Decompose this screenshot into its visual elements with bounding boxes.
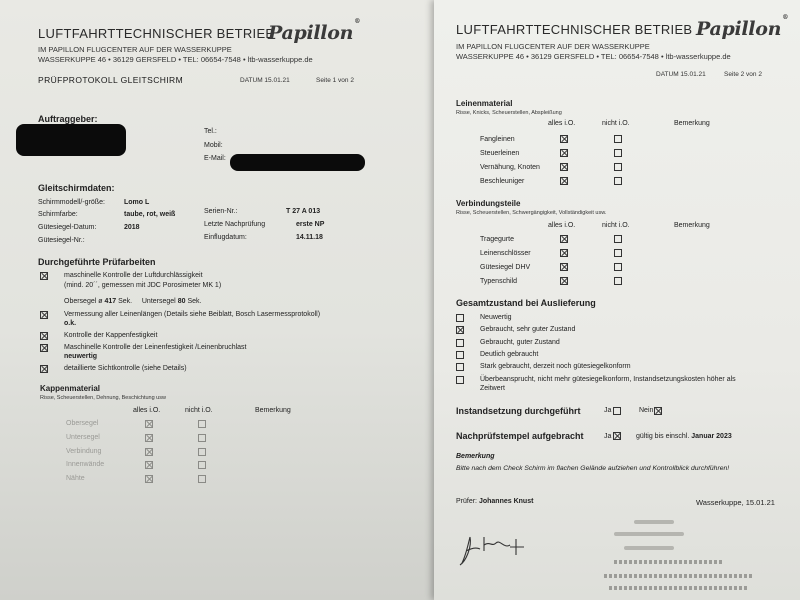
company-stamp xyxy=(604,574,754,578)
document-date: DATUM 15.01.21 xyxy=(656,71,706,78)
lines-item: Fangleinen xyxy=(480,136,515,143)
canopy-item: Nähte xyxy=(66,475,85,482)
address-line-1: IM PAPILLON FLUGCENTER AUF DER WASSERKUPPE xyxy=(456,42,650,51)
canopy-subheading: Risse, Scheuerstellen, Dehnung, Beschichtung usw xyxy=(40,395,166,401)
connectors-nok-checkbox[interactable] xyxy=(614,235,622,243)
connectors-nok-checkbox[interactable] xyxy=(614,277,622,285)
condition-checkbox[interactable] xyxy=(456,314,464,322)
color-value: taube, rot, weiß xyxy=(124,211,176,218)
first-flight-value: 14.11.18 xyxy=(296,234,323,241)
document-date: DATUM 15.01.21 xyxy=(240,77,290,84)
lines-col-ok: alles i.O. xyxy=(548,120,576,127)
work-2-checkbox[interactable] xyxy=(40,311,48,319)
condition-option: Stark gebraucht, derzeit noch gütesiegelkonform xyxy=(480,363,631,370)
seal-date-value: 2018 xyxy=(124,224,140,231)
condition-option-cont: Zeitwert xyxy=(480,385,505,392)
company-stamp xyxy=(614,532,684,536)
lines-subheading: Risse, Knicks, Scheuerstellen, Abspleißung xyxy=(456,110,562,116)
canopy-nok-checkbox[interactable] xyxy=(198,434,206,442)
lines-nok-checkbox[interactable] xyxy=(614,135,622,143)
canopy-col-nok: nicht i.O. xyxy=(185,407,213,414)
lines-item: Vernähung, Knoten xyxy=(480,164,540,171)
work-2-value: o.k. xyxy=(64,320,77,327)
condition-option: Überbeansprucht, nicht mehr gütesiegelkonform, Instandsetzungskosten höher als xyxy=(480,376,736,383)
document-title: PRÜFPROTOKOLL GLEITSCHIRM xyxy=(38,75,184,85)
company-stamp xyxy=(609,586,749,590)
canopy-ok-checkbox[interactable] xyxy=(145,461,153,469)
client-heading: Auftraggeber: xyxy=(38,114,98,124)
connectors-ok-checkbox[interactable] xyxy=(560,249,568,257)
connectors-item: Typenschild xyxy=(480,278,517,285)
connectors-col-nok: nicht i.O. xyxy=(602,222,630,229)
lines-ok-checkbox[interactable] xyxy=(560,177,568,185)
repair-yes-checkbox[interactable] xyxy=(613,407,621,415)
repair-label: Instandsetzung durchgeführt xyxy=(456,406,581,416)
serial-label: Serien-Nr.: xyxy=(204,208,238,215)
stamp-label: Nachprüfstempel aufgebracht xyxy=(456,431,584,441)
work-3-text: Kontrolle der Kappenfestigkeit xyxy=(64,332,158,339)
work-1-checkbox[interactable] xyxy=(40,272,48,280)
work-1-text: maschinelle Kontrolle der Luftdurchlässigkeit xyxy=(64,272,203,279)
connectors-subheading: Risse, Scheuerstellen, Schwergängigkeit, Vollständigkeit usw. xyxy=(456,210,607,216)
work-4-checkbox[interactable] xyxy=(40,344,48,352)
company-name: LUFTFAHRTTECHNISCHER BETRIEB xyxy=(38,26,275,41)
work-2-text: Vermessung aller Leinenlängen (Details siehe Beiblatt, Bosch Lasermessprotokoll) xyxy=(64,311,321,318)
company-stamp xyxy=(614,560,724,564)
condition-heading: Gesamtzustand bei Auslieferung xyxy=(456,298,596,308)
stamp-yes-checkbox[interactable] xyxy=(613,432,621,440)
lines-nok-checkbox[interactable] xyxy=(614,163,622,171)
condition-option: Gebraucht, guter Zustand xyxy=(480,339,560,346)
connectors-nok-checkbox[interactable] xyxy=(614,249,622,257)
address-line-2: WASSERKUPPE 46 • 36129 GERSFELD • TEL: 06654-7548 • ltb-wasserkuppe.de xyxy=(38,55,313,64)
condition-option: Gebraucht, sehr guter Zustand xyxy=(480,326,576,333)
work-5-text: detaillierte Sichtkontrolle (siehe Details) xyxy=(64,365,187,372)
condition-checkbox[interactable] xyxy=(456,351,464,359)
connectors-ok-checkbox[interactable] xyxy=(560,235,568,243)
last-check-value: erste NP xyxy=(296,221,325,228)
condition-checkbox[interactable] xyxy=(456,363,464,371)
lines-item: Steuerleinen xyxy=(480,150,520,157)
condition-option: Deutlich gebraucht xyxy=(480,351,539,358)
address-line-1: IM PAPILLON FLUGCENTER AUF DER WASSERKUPPE xyxy=(38,45,232,54)
work-5-checkbox[interactable] xyxy=(40,365,48,373)
connectors-col-remark: Bemerkung xyxy=(674,222,710,229)
protocol-page-2 xyxy=(434,0,800,600)
lines-item: Beschleuniger xyxy=(480,178,525,185)
canopy-ok-checkbox[interactable] xyxy=(145,448,153,456)
connectors-item: Tragegurte xyxy=(480,236,514,243)
work-heading: Durchgeführte Prüfarbeiten xyxy=(38,257,156,267)
tel-label: Tel.: xyxy=(204,128,217,135)
canopy-ok-checkbox[interactable] xyxy=(145,475,153,483)
seal-date-label: Gütesiegel-Datum: xyxy=(38,224,97,231)
page-number: Seite 1 von 2 xyxy=(316,77,354,84)
redacted-client-name xyxy=(16,124,126,156)
connectors-item: Gütesiegel DHV xyxy=(480,264,531,271)
porosity-values: Obersegel ø 417 Sek. Untersegel 80 Sek. xyxy=(64,298,202,305)
valid-until: gültig bis einschl. Januar 2023 xyxy=(636,433,732,440)
redacted-email xyxy=(230,154,365,171)
canopy-nok-checkbox[interactable] xyxy=(198,420,206,428)
canopy-ok-checkbox[interactable] xyxy=(145,434,153,442)
connectors-ok-checkbox[interactable] xyxy=(560,263,568,271)
canopy-col-remark: Bemerkung xyxy=(255,407,291,414)
glider-data-heading: Gleitschirmdaten: xyxy=(38,183,115,193)
connectors-ok-checkbox[interactable] xyxy=(560,277,568,285)
canopy-nok-checkbox[interactable] xyxy=(198,461,206,469)
connectors-col-ok: alles i.O. xyxy=(548,222,576,229)
model-label: Schirmmodell/-größe: xyxy=(38,199,105,206)
work-3-checkbox[interactable] xyxy=(40,332,48,340)
canopy-ok-checkbox[interactable] xyxy=(145,420,153,428)
canopy-col-ok: alles i.O. xyxy=(133,407,161,414)
mobil-label: Mobil: xyxy=(204,142,223,149)
inspector: Prüfer: Johannes Knust xyxy=(456,498,534,505)
condition-checkbox[interactable] xyxy=(456,326,464,334)
canopy-heading: Kappenmaterial xyxy=(40,384,101,393)
first-flight-label: Einflugdatum: xyxy=(204,234,247,241)
lines-heading: Leinenmaterial xyxy=(456,99,513,108)
lines-ok-checkbox[interactable] xyxy=(560,163,568,171)
condition-checkbox[interactable] xyxy=(456,339,464,347)
company-name: LUFTFAHRTTECHNISCHER BETRIEB xyxy=(456,22,693,37)
canopy-item: Obersegel xyxy=(66,420,99,427)
connectors-nok-checkbox[interactable] xyxy=(614,263,622,271)
work-4-text: Maschinelle Kontrolle der Leinenfestigkeit /Leinenbruchlast xyxy=(64,344,247,351)
inspector-signature xyxy=(454,525,564,570)
lines-nok-checkbox[interactable] xyxy=(614,149,622,157)
color-label: Schirmfarbe: xyxy=(38,211,78,218)
work-1-detail: (mind. 20´´, gemessen mit JDC Porosimeter MK 1) xyxy=(64,282,222,289)
repair-no-label: Nein xyxy=(639,407,654,414)
last-check-label: Letzte Nachprüfung xyxy=(204,221,266,228)
serial-value: T 27 A 013 xyxy=(286,208,321,215)
connectors-heading: Verbindungsteile xyxy=(456,199,521,208)
model-value: Lomo L xyxy=(124,199,150,206)
company-stamp xyxy=(634,520,674,524)
repair-yes-label: Ja xyxy=(604,407,612,414)
papillon-logo: Papillon ® xyxy=(696,14,789,40)
stamp-yes-label: Ja xyxy=(604,433,612,440)
condition-checkbox[interactable] xyxy=(456,376,464,384)
address-line-2: WASSERKUPPE 46 • 36129 GERSFELD • TEL: 06654-7548 • ltb-wasserkuppe.de xyxy=(456,52,731,61)
lines-col-remark: Bemerkung xyxy=(674,120,710,127)
page-number: Seite 2 von 2 xyxy=(724,71,762,78)
company-stamp xyxy=(624,546,674,550)
lines-ok-checkbox[interactable] xyxy=(560,135,568,143)
canopy-item: Verbindung xyxy=(66,448,102,455)
email-label: E-Mail: xyxy=(204,155,226,162)
lines-col-nok: nicht i.O. xyxy=(602,120,630,127)
work-4-value: neuwertig xyxy=(64,353,98,360)
repair-no-checkbox[interactable] xyxy=(654,407,662,415)
papillon-logo: Papillon ® xyxy=(268,18,361,44)
canopy-nok-checkbox[interactable] xyxy=(198,448,206,456)
remark-heading: Bemerkung xyxy=(456,453,495,460)
canopy-item: Untersegel xyxy=(66,434,100,441)
place-date: Wasserkuppe, 15.01.21 xyxy=(696,498,775,507)
lines-nok-checkbox[interactable] xyxy=(614,177,622,185)
condition-option: Neuwertig xyxy=(480,314,512,321)
canopy-item: Innenwände xyxy=(66,461,105,468)
connectors-item: Leinenschlösser xyxy=(480,250,531,257)
remark-text: Bitte nach dem Check Schirm im flachen Gelände aufziehen und Kontrollblick durchführen! xyxy=(456,465,730,472)
lines-ok-checkbox[interactable] xyxy=(560,149,568,157)
seal-number-label: Gütesiegel-Nr.: xyxy=(38,237,85,244)
canopy-nok-checkbox[interactable] xyxy=(198,475,206,483)
